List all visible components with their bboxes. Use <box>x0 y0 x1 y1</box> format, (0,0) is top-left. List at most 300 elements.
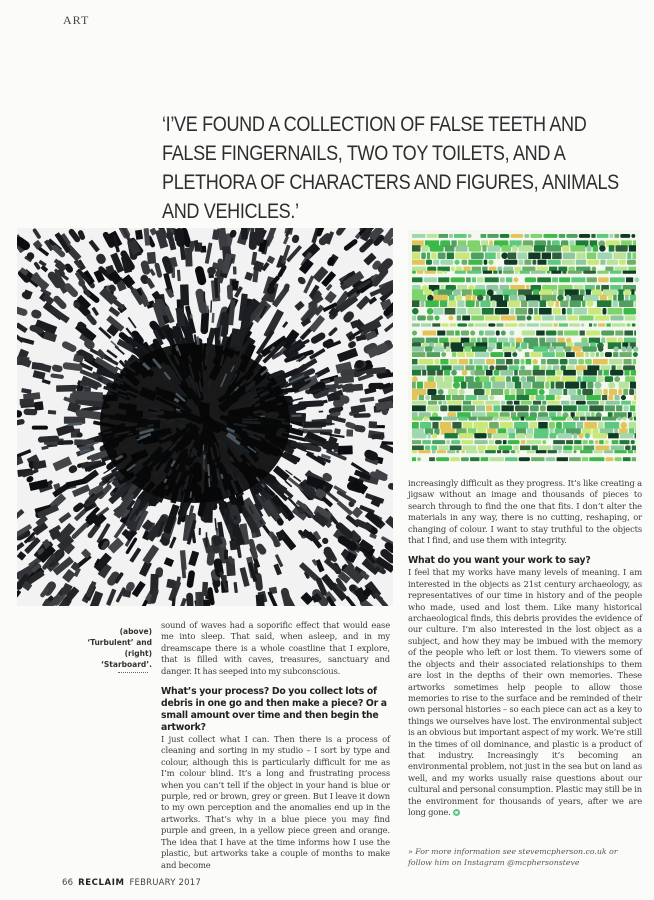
mosaic-piece <box>558 450 561 453</box>
mosaic-piece <box>583 376 597 382</box>
mosaic-piece <box>527 323 539 326</box>
mosaic-piece <box>504 389 509 395</box>
mosaic-piece <box>587 382 593 389</box>
mosaic-piece <box>488 323 495 326</box>
mosaic-piece <box>602 395 607 400</box>
mosaic-piece <box>555 300 559 307</box>
mosaic-piece <box>610 316 623 321</box>
mosaic-piece <box>412 457 416 461</box>
mosaic-piece <box>226 508 230 525</box>
pull-quote: ‘I’VE FOUND A COLLECTION OF FALSE TEETH AND FALSE FINGERNAILS, TWO TOY TOILETS, AND A PLETHORA OF CHARACTERS AND FIGURES, ANIMALS AND VEHICLES.’ <box>162 113 619 223</box>
mosaic-piece <box>600 260 605 265</box>
mosaic-piece <box>470 457 479 461</box>
mosaic-piece <box>417 271 423 274</box>
mosaic-piece <box>422 245 429 251</box>
mosaic-piece <box>526 433 533 438</box>
mosaic-piece <box>506 376 511 382</box>
mosaic-piece <box>583 271 596 274</box>
mosaic-piece <box>531 271 546 274</box>
mosaic-piece <box>533 401 541 405</box>
mosaic-piece <box>613 346 618 351</box>
mosaic-piece <box>592 267 597 272</box>
mosaic-piece <box>626 277 633 282</box>
mosaic-piece <box>478 446 486 451</box>
mosaic-piece <box>485 252 496 259</box>
mosaic-piece <box>567 316 578 321</box>
mosaic-piece <box>582 300 585 307</box>
mosaic-piece <box>503 440 507 444</box>
mosaic-piece <box>528 300 538 307</box>
mosaic-piece <box>578 359 584 364</box>
mosaic-piece <box>490 352 503 357</box>
mosaic-piece <box>480 300 490 307</box>
mosaic-piece <box>531 234 543 238</box>
mosaic-piece <box>510 308 514 315</box>
mosaic-piece <box>48 410 56 415</box>
mosaic-piece <box>609 389 617 395</box>
mosaic-piece <box>630 382 636 389</box>
mosaic-piece <box>463 401 471 405</box>
mosaic-piece <box>435 376 443 382</box>
mosaic-piece <box>598 370 602 376</box>
mosaic-piece <box>496 365 508 370</box>
mosaic-piece <box>618 338 623 343</box>
mosaic-piece <box>412 389 426 395</box>
mosaic-piece <box>466 352 474 357</box>
mosaic-piece <box>618 295 624 301</box>
mosaic-piece <box>430 417 442 421</box>
mosaic-piece <box>419 395 424 400</box>
mosaic-piece <box>595 440 599 444</box>
turbulent-mosaic <box>17 228 393 606</box>
mosaic-piece <box>609 359 622 364</box>
mosaic-piece <box>428 401 437 405</box>
mosaic-piece <box>462 450 465 453</box>
mosaic-piece <box>625 376 635 382</box>
mosaic-piece <box>607 260 618 265</box>
mosaic-piece <box>614 376 620 382</box>
mosaic-piece <box>627 260 636 265</box>
mosaic-piece <box>493 433 508 438</box>
mosaic-piece <box>501 245 511 251</box>
mosaic-piece <box>546 331 557 336</box>
mosaic-piece <box>552 252 561 259</box>
mosaic-piece <box>472 401 484 405</box>
mosaic-piece <box>489 395 494 400</box>
mosaic-piece <box>547 300 554 307</box>
mosaic-piece <box>427 308 434 315</box>
mosaic-piece <box>20 399 34 406</box>
mosaic-piece <box>558 331 563 336</box>
caption-divider <box>118 672 148 673</box>
mosaic-piece <box>481 457 489 461</box>
mosaic-piece <box>489 440 494 444</box>
mosaic-piece <box>438 446 448 451</box>
mosaic-piece <box>630 405 635 411</box>
mosaic-piece <box>578 405 588 411</box>
mosaic-piece <box>497 323 504 326</box>
mosaic-piece <box>484 260 488 265</box>
mosaic-piece <box>509 338 514 343</box>
mosaic-piece <box>511 389 516 395</box>
mosaic-piece <box>562 271 566 274</box>
mosaic-piece <box>412 433 426 438</box>
mosaic-piece <box>537 277 551 282</box>
mosaic-piece <box>604 450 613 453</box>
mosaic-piece <box>616 405 622 411</box>
mosaic-piece <box>608 395 613 400</box>
mosaic-piece <box>623 457 631 461</box>
mosaic-piece <box>556 422 562 429</box>
mosaic-piece <box>483 271 492 274</box>
mosaic-piece <box>498 446 512 451</box>
article-column-right <box>408 478 642 818</box>
mosaic-piece <box>496 331 500 336</box>
mosaic-piece <box>489 365 494 370</box>
mosaic-piece <box>490 295 503 301</box>
mosaic-piece <box>540 300 546 307</box>
mosaic-piece <box>433 308 443 315</box>
mosaic-piece <box>440 359 448 364</box>
mosaic-piece <box>560 300 568 307</box>
mosaic-piece <box>437 331 445 336</box>
mosaic-piece <box>499 271 502 274</box>
mosaic-piece <box>595 446 609 451</box>
mosaic-piece <box>489 338 497 343</box>
mosaic-piece <box>588 308 601 315</box>
mosaic-piece <box>506 382 513 389</box>
mosaic-piece <box>468 234 472 238</box>
mosaic-shard <box>278 419 286 420</box>
mosaic-piece <box>591 234 595 238</box>
mosaic-piece <box>502 346 516 351</box>
mosaic-piece <box>615 267 628 272</box>
mosaic-piece <box>493 405 500 411</box>
artwork-turbulent-image <box>17 228 393 606</box>
mosaic-piece <box>500 234 510 238</box>
mosaic-piece <box>470 331 475 336</box>
mosaic-piece <box>485 331 495 336</box>
mosaic-piece <box>501 401 505 405</box>
mosaic-piece <box>517 316 526 321</box>
mosaic-piece <box>580 450 592 453</box>
mosaic-piece <box>567 417 572 421</box>
mosaic-piece <box>472 295 475 301</box>
mosaic-piece <box>576 252 585 259</box>
mosaic-piece <box>327 443 339 449</box>
section-label: ART <box>63 13 90 27</box>
mosaic-piece <box>451 267 455 272</box>
mosaic-piece <box>619 352 631 357</box>
mosaic-piece <box>567 365 574 370</box>
mosaic-piece <box>477 338 480 343</box>
mosaic-piece <box>623 365 635 370</box>
mosaic-piece <box>512 352 517 357</box>
mosaic-piece <box>557 338 564 343</box>
mosaic-piece <box>541 359 546 364</box>
interview-question: What do you want your work to say? <box>408 555 591 567</box>
mosaic-piece <box>532 260 536 265</box>
mosaic-piece <box>489 267 497 272</box>
mosaic-piece <box>508 300 519 307</box>
mosaic-piece <box>528 308 533 315</box>
mosaic-piece <box>547 365 551 370</box>
mosaic-piece <box>457 316 461 321</box>
mosaic-piece <box>482 338 488 343</box>
mosaic-piece <box>431 252 436 259</box>
mosaic-piece <box>513 446 519 451</box>
mosaic-piece <box>444 376 452 382</box>
mosaic-piece <box>468 382 483 389</box>
mosaic-piece <box>559 234 565 238</box>
mosaic-piece <box>492 300 496 307</box>
mosaic-piece <box>487 446 497 451</box>
mosaic-piece <box>534 308 537 315</box>
mosaic-piece <box>632 252 636 259</box>
mosaic-piece <box>512 376 519 382</box>
mosaic-piece <box>539 389 545 395</box>
mosaic-piece <box>617 365 622 370</box>
mosaic-piece <box>527 376 535 382</box>
mosaic-piece <box>412 234 425 238</box>
mosaic-piece <box>584 295 598 301</box>
mosaic-piece <box>593 359 608 364</box>
mosaic-piece <box>610 234 614 238</box>
mosaic-piece <box>583 446 594 451</box>
mosaic-piece <box>498 338 508 343</box>
mosaic-piece <box>469 417 477 421</box>
mosaic-piece <box>501 405 513 411</box>
mosaic-piece <box>500 370 513 376</box>
mosaic-piece <box>617 417 621 421</box>
mosaic-piece <box>626 323 630 326</box>
mosaic-piece <box>593 323 597 326</box>
mosaic-piece <box>581 323 584 326</box>
mosaic-piece <box>466 300 475 307</box>
mosaic-piece <box>559 277 570 282</box>
mosaic-piece <box>500 277 505 282</box>
mosaic-piece <box>587 277 597 282</box>
mosaic-piece <box>540 405 546 411</box>
mosaic-piece <box>521 359 525 364</box>
mosaic-piece <box>495 308 509 315</box>
mosaic-piece <box>505 323 518 326</box>
mosaic-piece <box>465 376 473 382</box>
mosaic-piece <box>562 376 576 382</box>
mosaic-piece <box>625 295 629 301</box>
mosaic-piece <box>561 365 567 370</box>
mosaic-piece <box>469 359 472 364</box>
mosaic-piece <box>484 382 492 389</box>
mosaic-piece <box>587 245 592 251</box>
mosaic-piece <box>519 245 533 251</box>
mosaic-piece <box>497 252 500 259</box>
mosaic-piece <box>467 271 482 274</box>
mosaic-piece <box>549 433 556 438</box>
mosaic-piece <box>589 323 592 326</box>
mosaic-piece <box>412 295 426 301</box>
mosaic-piece <box>532 359 537 364</box>
mosaic-piece <box>437 267 449 272</box>
mosaic-piece <box>571 401 575 405</box>
mosaic-piece <box>532 382 544 389</box>
mosaic-piece <box>605 405 615 411</box>
mosaic-piece <box>449 405 462 411</box>
mosaic-piece <box>463 267 470 272</box>
mosaic-piece <box>425 300 438 307</box>
body-paragraph-final <box>408 567 642 818</box>
mosaic-piece <box>427 405 439 411</box>
mosaic-piece <box>227 284 233 299</box>
mosaic-piece <box>484 365 488 370</box>
end-of-article-icon <box>453 809 460 816</box>
mosaic-piece <box>619 440 629 444</box>
mosaic-shard <box>203 445 204 451</box>
mosaic-piece <box>625 446 630 451</box>
mosaic-piece <box>556 352 565 357</box>
mosaic-piece <box>558 433 573 438</box>
mosaic-piece <box>467 308 480 315</box>
mosaic-piece <box>493 271 497 274</box>
mosaic-piece <box>412 417 423 421</box>
mosaic-piece <box>474 359 485 364</box>
mosaic-piece <box>462 440 474 444</box>
mosaic-piece <box>454 234 467 238</box>
mosaic-piece <box>478 417 493 421</box>
mosaic-piece <box>455 252 470 259</box>
mosaic-piece <box>463 422 473 429</box>
mosaic-piece <box>576 352 584 357</box>
mosaic-piece <box>437 450 446 453</box>
mosaic-piece <box>634 277 639 282</box>
mosaic-piece <box>491 389 503 395</box>
mosaic-piece <box>577 370 582 376</box>
mosaic-piece <box>447 401 461 405</box>
mosaic-piece <box>515 308 527 315</box>
mosaic-piece <box>618 389 622 395</box>
mosaic-piece <box>452 395 464 400</box>
mosaic-piece <box>585 359 592 364</box>
mosaic-piece <box>621 401 631 405</box>
mosaic-piece <box>433 260 439 265</box>
mosaic-piece <box>412 323 420 326</box>
mosaic-piece <box>427 370 435 376</box>
mosaic-piece <box>429 457 435 461</box>
mosaic-piece <box>537 417 550 421</box>
mosaic-piece <box>509 331 514 336</box>
mosaic-piece <box>611 446 624 451</box>
mosaic-piece <box>478 395 488 400</box>
mosaic-piece <box>504 260 517 265</box>
mosaic-piece <box>472 267 481 272</box>
mosaic-shard <box>207 338 210 352</box>
mosaic-piece <box>486 359 495 364</box>
mosaic-piece <box>593 433 607 438</box>
mosaic-piece <box>534 245 545 251</box>
mosaic-piece <box>525 277 536 282</box>
mosaic-piece <box>459 389 465 395</box>
mosaic-piece <box>612 440 619 444</box>
mosaic-piece <box>605 267 613 272</box>
mosaic-piece <box>424 417 428 421</box>
mosaic-piece <box>456 267 463 272</box>
mosaic-piece <box>603 308 607 315</box>
mosaic-piece <box>453 382 460 389</box>
mosaic-piece <box>605 440 609 444</box>
mosaic-piece <box>474 422 488 429</box>
mosaic-piece <box>450 338 460 343</box>
mosaic-piece <box>570 300 581 307</box>
mosaic-piece <box>629 389 634 395</box>
mosaic-piece <box>474 389 485 395</box>
mosaic-piece <box>434 346 445 351</box>
image-caption <box>60 626 152 670</box>
mosaic-piece <box>540 323 552 326</box>
mosaic-piece <box>446 346 450 351</box>
mosaic-piece <box>459 359 469 364</box>
mosaic-piece <box>566 352 575 357</box>
mosaic-piece <box>619 382 629 389</box>
mosaic-piece <box>431 446 437 451</box>
mosaic-piece <box>503 271 514 274</box>
mosaic-piece <box>451 277 465 282</box>
mosaic-piece <box>476 300 479 307</box>
mosaic-piece <box>530 395 534 400</box>
mosaic-piece <box>135 230 143 240</box>
mosaic-piece <box>551 271 561 274</box>
mosaic-piece <box>630 295 636 301</box>
mosaic-piece <box>446 331 454 336</box>
mosaic-piece <box>619 300 633 307</box>
mosaic-piece <box>568 271 582 274</box>
mosaic-piece <box>563 422 576 429</box>
mosaic-piece <box>474 433 486 438</box>
mosaic-piece <box>432 433 437 438</box>
mosaic-piece <box>537 267 548 272</box>
mosaic-piece <box>616 245 628 251</box>
mosaic-piece <box>412 395 418 400</box>
mosaic-piece <box>600 295 607 301</box>
mosaic-piece <box>489 457 503 461</box>
mosaic-piece <box>501 331 506 336</box>
mosaic-piece <box>597 252 612 259</box>
mosaic-piece <box>436 457 449 461</box>
mosaic-piece <box>551 382 555 389</box>
mosaic-piece <box>445 308 456 315</box>
mosaic-shard <box>149 417 158 420</box>
mosaic-piece <box>625 316 636 321</box>
mosaic-piece <box>427 389 436 395</box>
mosaic-piece <box>464 346 470 351</box>
mosaic-piece <box>496 359 505 364</box>
mosaic-piece <box>525 417 536 421</box>
mosaic-piece <box>449 295 454 301</box>
mosaic-piece <box>585 352 589 357</box>
mosaic-piece <box>456 450 459 453</box>
mosaic-piece <box>353 413 371 418</box>
mosaic-piece <box>451 440 460 444</box>
mosaic-piece <box>519 370 532 376</box>
mosaic-piece <box>604 370 609 376</box>
mosaic-piece <box>521 440 526 444</box>
mosaic-piece <box>548 260 561 265</box>
mosaic-piece <box>471 252 484 259</box>
mosaic-piece <box>542 401 546 405</box>
mosaic-piece <box>72 391 103 402</box>
mosaic-piece <box>552 277 558 282</box>
mosaic-piece <box>443 401 447 405</box>
mosaic-piece <box>597 271 608 274</box>
